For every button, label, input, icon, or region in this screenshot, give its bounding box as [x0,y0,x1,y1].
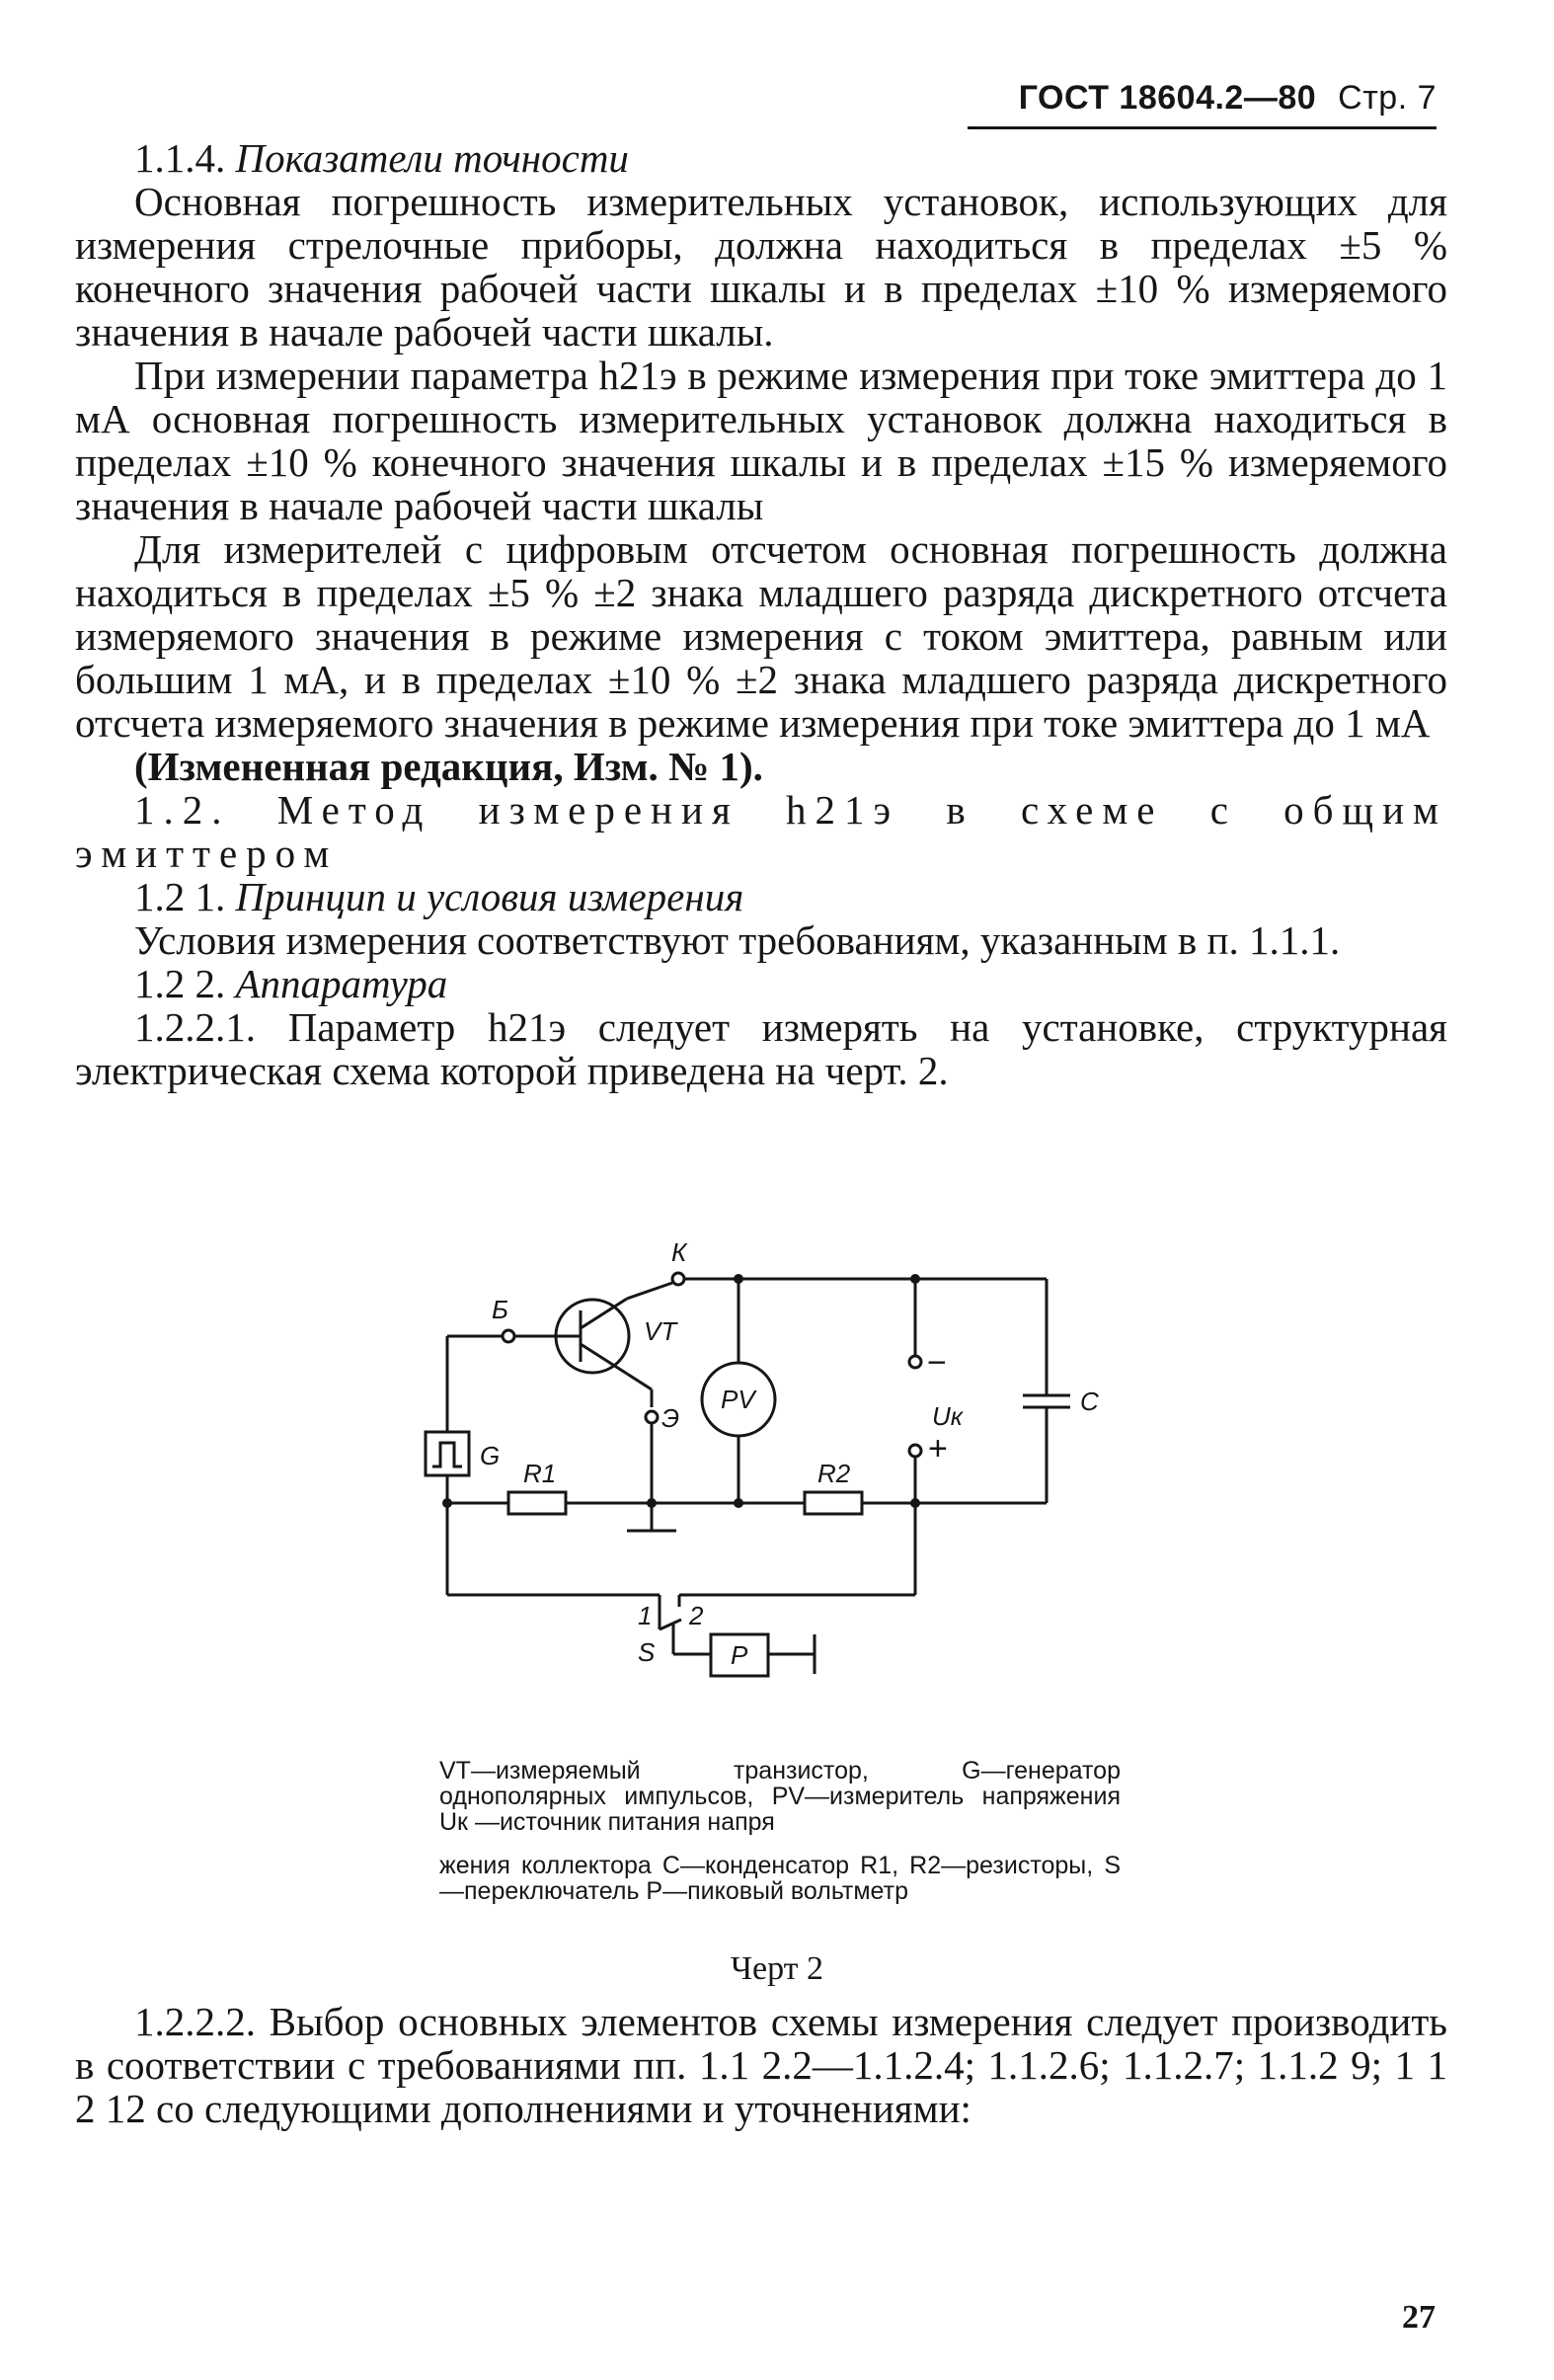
figure-caption [439,1758,1121,1904]
label-e: Э [661,1403,680,1433]
section-title: Показатели точности [235,135,629,181]
page-header [953,79,1437,118]
header-rule [968,126,1437,129]
label-s: S [638,1637,656,1667]
paragraph: 1.2.2.2. Выбор основных элементов схемы измерения следует производить в соответствии с требованиями пп. 1.1 2.2—1.1.2.4; 1.1.2.6; 1.1.2.7; 1.1.2 9; 1 1 2 12 со следующими дополнениями и уточнениями: [75,1999,1447,2131]
label-vt: VT [644,1316,677,1346]
section-title: Аппаратура [235,961,448,1006]
label-uk: Uк [932,1401,964,1431]
paragraph: Основная погрешность измерительных установок, использующих для измерения стрелочные приборы, должна находиться в пределах ±5 % конечного значения рабочей части шкалы и в пределах ±10 % измеряемого значения в начале рабочей части шкалы. [75,179,1447,355]
paragraph: Для измерителей с цифровым отсчетом основная погрешность должна находиться в пределах ±5 % ±2 знака младшего разряда дискретного отсчета измеряемого значения в режиме измерения с током эмиттера, равным или большим 1 мА, и в пределах ±10 % ±2 знака младшего разряда дискретного отсчета измеряемого значения в режиме измерения при токе эмиттера до 1 мА [75,526,1447,746]
paragraph: 1.2.2.1. Параметр h21э следует измерять на установке, структурная электрическая схема которой приведена на черт. 2. [75,1004,1447,1093]
label-g: G [480,1441,501,1470]
figure-label: Черт 2 [730,1950,824,1987]
label-c: C [1080,1387,1099,1416]
label-plus: + [928,1430,948,1468]
section-1-2-2-heading: 1.2 2. Аппаратура [134,961,448,1006]
paragraph: Условия измерения соответствуют требованиям, указанным в п. 1.1.1. [134,917,1341,963]
section-1-2-heading: 1.2. Метод измерения h21э в схеме с общим эмиттером [75,787,1447,876]
label-k: К [671,1237,687,1267]
amendment-note: (Измененная редакция, Изм. № 1). [134,744,763,789]
main-text [75,136,1447,1092]
label-p: P [731,1640,748,1670]
section-1-2-2-2 [75,2000,1447,2130]
label-minus: − [927,1344,947,1382]
label-r1: R1 [523,1459,557,1488]
caption-line-2: жения коллектора C—конденсатор R1, R2—резисторы, S—переключатель P—пиковый вольтметр [439,1852,1121,1905]
label-b: Б [492,1295,508,1324]
standard-code: ГОСТ 18604.2—80 [1018,79,1317,117]
page-ref: Стр. 7 [1338,79,1437,117]
label-pv: PV [721,1385,755,1414]
section-1-1-4-heading: 1.1.4. Показатели точности [134,135,629,181]
page-number: 27 [1402,2299,1436,2336]
caption-line-1: VT—измеряемый транзистор, G—генератор однополярных импульсов, PV—измеритель напряжения Uк —источник питания напря [439,1757,1121,1836]
label-r2: R2 [817,1459,851,1488]
paragraph: При измерении параметра h21э в режиме измерения при токе эмиттера до 1 мА основная погрешность измерительных установок должна находиться в пределах ±10 % конечного значения шкалы и в пределах ±15 % измеряемого значения в начале рабочей части шкалы [75,353,1447,528]
section-1-2-1-heading: 1.2 1. Принцип и условия измерения [134,874,744,919]
label-switch-2: 2 [689,1601,704,1630]
section-title: Принцип и условия измерения [235,874,744,919]
circuit-diagram [405,1230,1116,1743]
label-switch-1: 1 [638,1601,653,1630]
